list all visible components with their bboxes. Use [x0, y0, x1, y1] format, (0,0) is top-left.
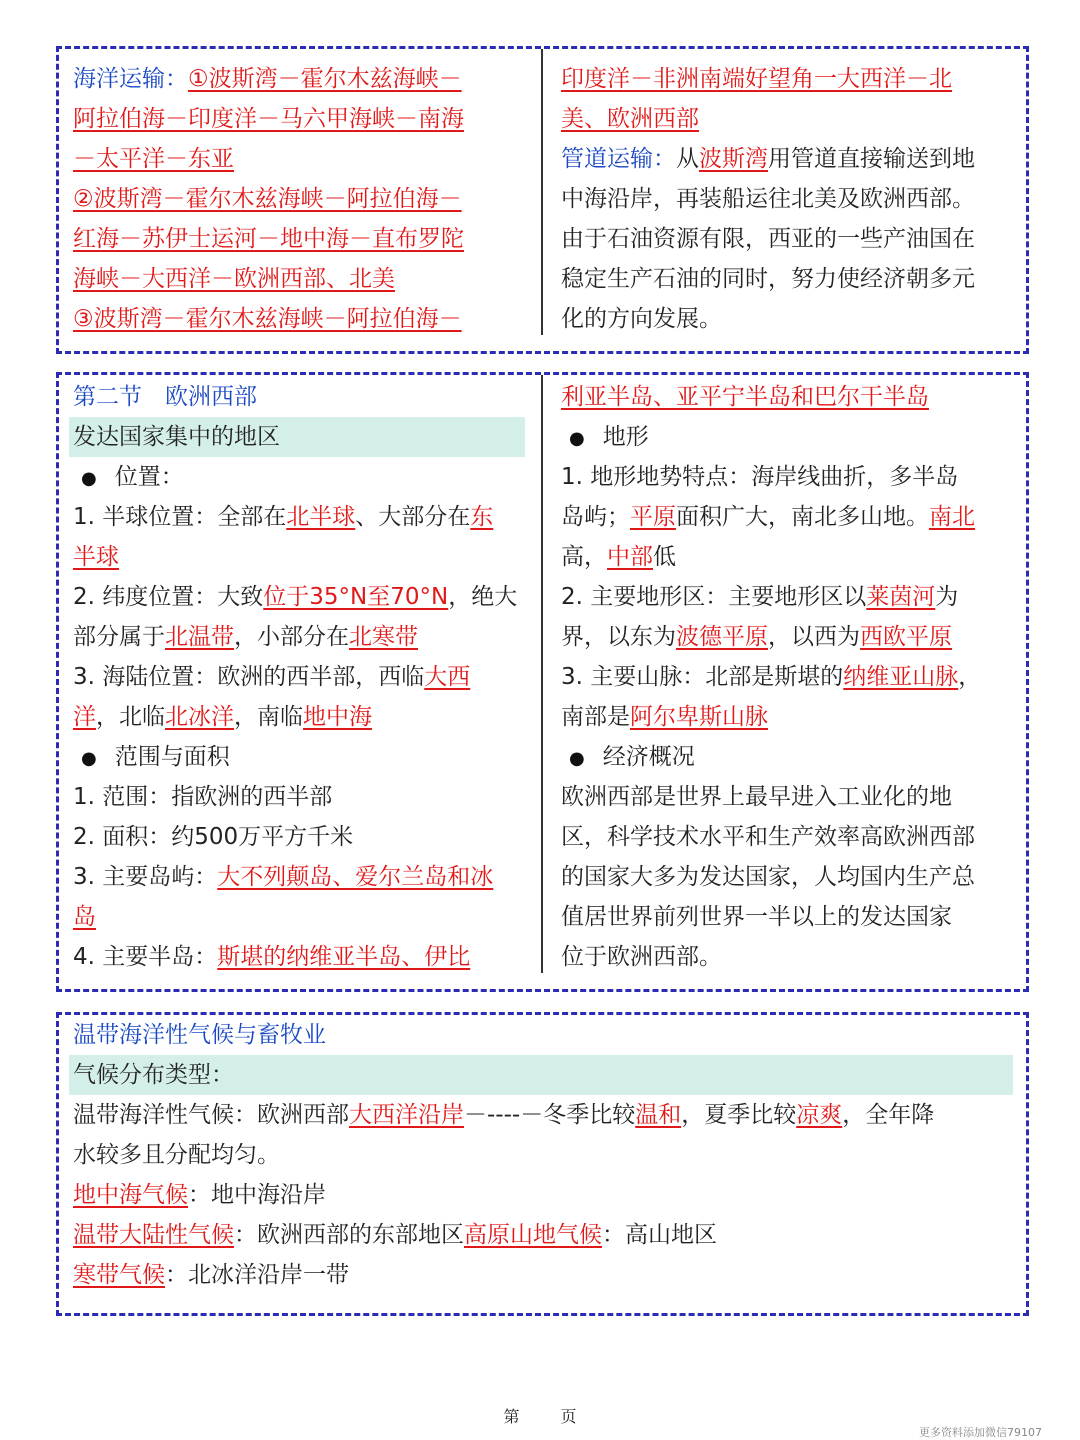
text-span: 4. 主要半岛：	[73, 944, 218, 970]
text-line: 欧洲西部是世界上最早进入工业化的地	[561, 784, 952, 810]
route-text: ①波斯湾－霍尔木兹海峡－	[188, 66, 462, 92]
key-term: 北温带	[165, 624, 234, 650]
key-term: 半球	[73, 544, 119, 570]
text-line	[73, 937, 525, 977]
text-span: 3. 海陆位置：欧洲的西半部，西临	[73, 664, 425, 690]
key-term: 莱茵河	[866, 584, 936, 610]
text-span: －----－冬季比较	[464, 1102, 636, 1128]
route-text: 海峡－大西洋－欧洲西部、北美	[73, 266, 395, 292]
text-line	[561, 139, 1013, 179]
text-line: 区，科学技术水平和生产效率高欧洲西部	[561, 824, 975, 850]
page-footer: 第 页	[503, 1407, 577, 1426]
text-line: 稳定生产石油的同时，努力使经济朝多元	[561, 266, 975, 292]
text-line	[73, 857, 525, 897]
key-term: 波斯湾	[699, 146, 768, 172]
text-line	[561, 497, 1013, 537]
text-span: 2. 纬度位置：大致	[73, 584, 264, 610]
bullet-heading	[73, 457, 525, 497]
key-term: 纳维亚山脉	[843, 664, 959, 690]
bullet-label: 范围与面积	[114, 744, 230, 770]
text-line: 位于欧洲西部。	[561, 944, 722, 970]
route-text: 美、欧洲西部	[561, 106, 699, 132]
section-subtitle: 发达国家集中的地区	[69, 417, 525, 457]
key-term: 北寒带	[349, 624, 418, 650]
text-span: 界，以东为	[561, 624, 676, 650]
key-term: 西欧平原	[860, 624, 952, 650]
key-term: 温和	[635, 1102, 682, 1128]
climate-column	[73, 1015, 1013, 1295]
key-term: 波德平原	[676, 624, 768, 650]
text-line	[73, 1095, 1013, 1135]
right-column	[561, 377, 1013, 977]
key-term: 凉爽	[796, 1102, 843, 1128]
text-span: ，小部分在	[234, 624, 349, 650]
text-line	[73, 537, 525, 577]
left-column	[73, 59, 525, 339]
route-text: ③波斯湾－霍尔木兹海峡－阿拉伯海－	[73, 306, 462, 332]
text-line: 的国家大多为发达国家，人均国内生产总	[561, 864, 975, 890]
route-text: 印度洋－非洲南端好望角一大西洋－北	[561, 66, 952, 92]
bullet-heading	[561, 737, 1013, 777]
text-span: ，	[958, 664, 982, 690]
watermark: 更多资料添加微信79107	[919, 1426, 1042, 1439]
text-line: 中海沿岸，再装船运往北美及欧洲西部。	[561, 186, 975, 212]
text-line: 化的方向发展。	[561, 306, 722, 332]
left-column	[73, 377, 525, 977]
key-term: 北半球	[286, 504, 356, 530]
key-term: 位于35°N至70°N	[263, 584, 449, 610]
text-span: 为	[935, 584, 959, 610]
bullet-label: 位置：	[114, 464, 184, 490]
route-text: －太平洋－东亚	[73, 146, 234, 172]
column-divider	[541, 375, 543, 973]
text-line	[561, 697, 1013, 737]
oil-transport-box	[56, 46, 1029, 354]
text-span: 3. 主要岛屿：	[73, 864, 218, 890]
text-span: 面积广大，南北多山地。	[676, 504, 929, 530]
key-term: 岛	[73, 904, 96, 930]
key-term: 大不列颠岛、爱尔兰岛和冰	[217, 864, 494, 890]
key-term: 斯堪的纳维亚半岛、伊比	[217, 944, 471, 970]
western-europe-box	[56, 372, 1029, 992]
right-column	[561, 59, 1013, 339]
bullet-heading	[561, 417, 1013, 457]
text-line: 由于石油资源有限，西亚的一些产油国在	[561, 226, 975, 252]
climate-box	[56, 1012, 1029, 1316]
section-subtitle: 气候分布类型：	[69, 1055, 1013, 1095]
key-term: 阿尔卑斯山脉	[630, 704, 768, 730]
text-span: 用管道直接输送到地	[768, 146, 975, 172]
section-title: 利亚半岛、亚平宁半岛和巴尔干半岛	[561, 384, 929, 410]
key-term: 北冰洋	[165, 704, 234, 730]
key-term: 地中海气候	[73, 1182, 188, 1208]
text-line	[73, 697, 525, 737]
text-span: ：北冰洋沿岸一带	[165, 1262, 349, 1288]
text-span: 、大部分在	[355, 504, 471, 530]
text-span: ，绝大	[448, 584, 518, 610]
bullet-label: 地形	[602, 424, 649, 450]
key-term: 平原	[630, 504, 676, 530]
key-term: 温带大陆性气候	[73, 1222, 234, 1248]
key-term: 大西洋沿岸	[349, 1102, 464, 1128]
text-line	[73, 617, 525, 657]
text-span: 低	[653, 544, 676, 570]
text-line	[561, 537, 1013, 577]
pipeline-label: 管道运输：	[561, 146, 676, 172]
column-divider	[541, 49, 543, 335]
sea-transport-label: 海洋运输：	[73, 66, 188, 92]
text-span: ，以西为	[768, 624, 860, 650]
text-span: 2. 主要地形区：主要地形区以	[561, 584, 867, 610]
key-term: 寒带气候	[73, 1262, 165, 1288]
text-span: ：欧洲西部的东部地区	[234, 1222, 464, 1248]
text-span: ，南临	[234, 704, 303, 730]
text-span: ，夏季比较	[681, 1102, 797, 1128]
text-span: 3. 主要山脉：北部是斯堪的	[561, 664, 844, 690]
text-line	[561, 657, 1013, 697]
key-term: 东	[470, 504, 494, 530]
text-line	[73, 1255, 1013, 1295]
text-line: 2. 面积：约500万平方千米	[73, 824, 354, 850]
text-span: ，北临	[96, 704, 165, 730]
text-line	[73, 497, 525, 537]
text-span: 1. 半球位置：全部在	[73, 504, 287, 530]
text-line	[73, 657, 525, 697]
bullet-label: 经济概况	[602, 744, 695, 770]
section-title: 第二节 欧洲西部	[73, 384, 257, 410]
text-line	[73, 577, 525, 617]
key-term: 大西	[424, 664, 471, 690]
key-term: 洋	[73, 704, 96, 730]
text-line	[561, 617, 1013, 657]
text-line	[73, 59, 525, 99]
text-span: ：地中海沿岸	[188, 1182, 326, 1208]
text-line: 1. 范围：指欧洲的西半部	[73, 784, 333, 810]
bullet-heading	[73, 737, 525, 777]
text-span: 岛屿；	[561, 504, 630, 530]
text-line: 1. 地形地势特点：海岸线曲折，多半岛	[561, 464, 959, 490]
text-line	[73, 1175, 1013, 1215]
key-term: 南北	[929, 504, 975, 530]
text-span: 温带海洋性气候：欧洲西部	[73, 1102, 349, 1128]
text-line	[73, 897, 525, 937]
text-span: ：高山地区	[602, 1222, 717, 1248]
section-title: 温带海洋性气候与畜牧业	[73, 1022, 326, 1048]
text-span: 从	[676, 146, 699, 172]
text-line	[73, 1215, 1013, 1255]
text-line: 水较多且分配均匀。	[73, 1142, 280, 1168]
key-term: 中部	[607, 544, 653, 570]
key-term: 地中海	[303, 704, 372, 730]
text-span: 高，	[561, 544, 607, 570]
text-span: 南部是	[561, 704, 630, 730]
text-span: 部分属于	[73, 624, 165, 650]
route-text: 红海－苏伊士运河－地中海－直布罗陀	[73, 226, 464, 252]
route-text: ②波斯湾－霍尔木兹海峡－阿拉伯海－	[73, 186, 462, 212]
text-span: ，全年降	[842, 1102, 935, 1128]
route-text: 阿拉伯海－印度洋－马六甲海峡－南海	[73, 106, 464, 132]
text-line	[561, 577, 1013, 617]
text-line: 值居世界前列世界一半以上的发达国家	[561, 904, 952, 930]
key-term: 高原山地气候	[464, 1222, 602, 1248]
